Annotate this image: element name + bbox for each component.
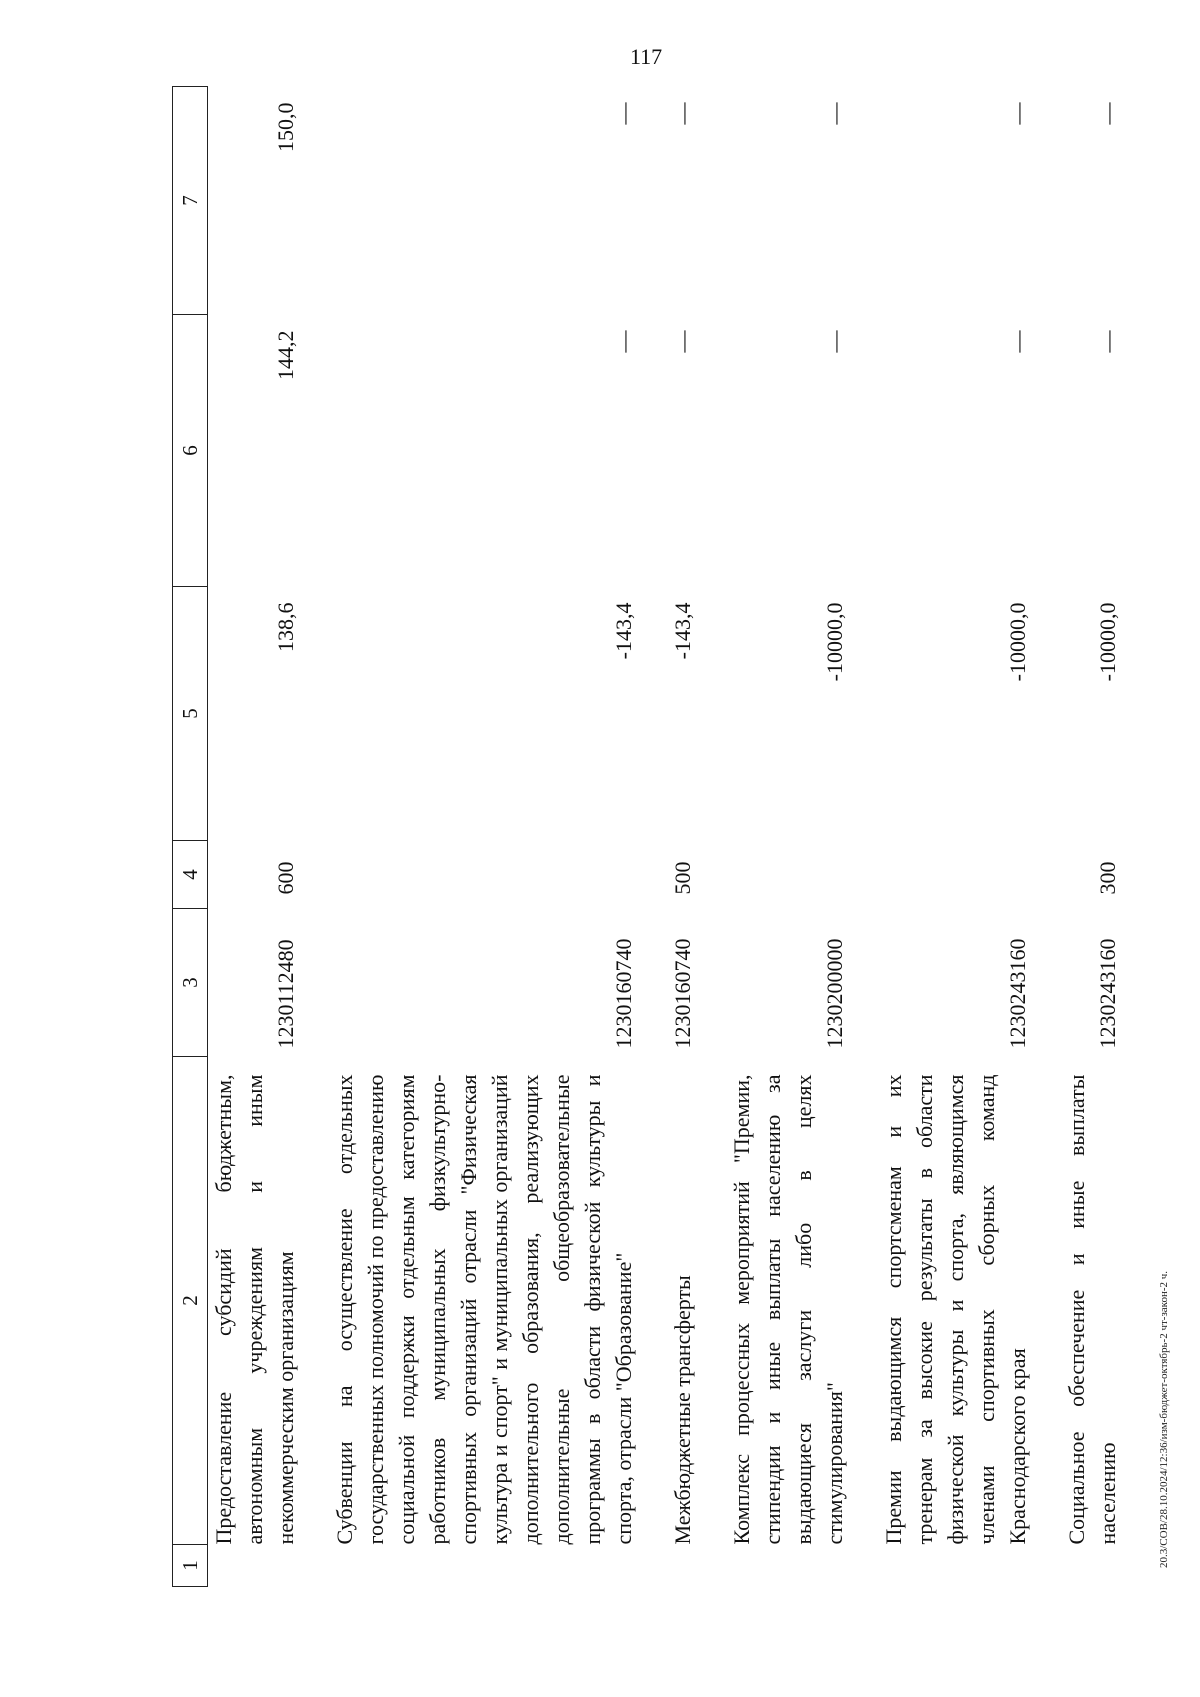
row-value-5: -10000,0 — [822, 602, 847, 682]
row-name: Комплекс процессных мероприятий "Премии, стипендии и иные выплаты населению за выдающиеся заслуги либо в целях стимулирования" — [729, 1074, 847, 1545]
row-kvr: 300 — [1095, 861, 1120, 895]
row-name: Социальное обеспечение и иные выплаты населению — [1064, 1074, 1120, 1545]
row-value-7: — — [1005, 102, 1030, 125]
row-kvr: 600 — [273, 861, 298, 895]
row-value-6: 144,2 — [273, 330, 298, 380]
row-value-7: 150,0 — [273, 102, 298, 152]
table-row — [1061, 87, 1123, 1587]
row-code: 1230243160 — [1095, 938, 1120, 1049]
column-header: 3 — [173, 909, 208, 1057]
row-value-5: -143,4 — [670, 602, 695, 660]
budget-sheet — [172, 87, 1120, 1587]
column-header: 1 — [173, 1545, 208, 1587]
row-name: Премии выдающимся спортсменам и их тренерам за высокие результаты в области физической культуры и спорта, являющимся членами спортивных сборных команд Краснодарского края — [881, 1074, 1030, 1545]
row-value-6: — — [1095, 330, 1120, 353]
table-row — [726, 87, 850, 1587]
row-value-7: — — [1095, 102, 1120, 125]
column-header: 5 — [173, 587, 208, 841]
row-name: Межбюджетные трансферты — [670, 1275, 695, 1545]
page-number: 117 — [630, 44, 663, 69]
row-spacer — [208, 1545, 302, 1587]
row-value-7: — — [822, 102, 847, 125]
row-value-5: -10000,0 — [1005, 602, 1030, 682]
row-value-6: — — [1005, 330, 1030, 353]
row-value-7: — — [670, 102, 695, 125]
row-kvr — [726, 841, 850, 909]
row-value-6: — — [822, 330, 847, 353]
row-value-6: — — [670, 330, 695, 353]
row-code: 1230243160 — [1005, 938, 1030, 1049]
row-name: Субвенции на осуществление отдельных государственных полномочий по предоставлению социальной поддержки отдельным категориям работников муниципальных физкультурно-спортивных организаций отрасли "Физическая культура и спорт" и муниципальных организаций дополнительного образования, реализующих дополнительные общеобразовательные программы в области физической культуры и спорта, отрасли "Образование" — [332, 1074, 636, 1545]
table-row — [329, 87, 639, 1587]
column-header: 4 — [173, 841, 208, 909]
row-code: 1230200000 — [822, 938, 847, 1049]
row-kvr — [329, 841, 639, 909]
column-number-row — [173, 87, 208, 1587]
column-header: 7 — [173, 87, 208, 315]
row-value-5: 138,6 — [273, 602, 298, 652]
row-value-6: — — [611, 330, 636, 353]
table-row — [878, 87, 1033, 1587]
footer-file-reference: 20.3/СОВ/28.10.2024/12:36/изм-бюджет-октябрь-2 чт-закон-2 ч. — [1158, 1270, 1170, 1568]
row-code: 1230112480 — [273, 939, 298, 1049]
column-header: 2 — [173, 1057, 208, 1545]
row-value-5: -10000,0 — [1095, 602, 1120, 682]
row-code: 1230160740 — [670, 938, 695, 1049]
row-value-7: — — [611, 102, 636, 125]
table-row — [667, 87, 698, 1587]
row-code: 1230160740 — [611, 938, 636, 1049]
row-kvr: 500 — [670, 861, 695, 895]
table-row — [208, 87, 302, 1587]
column-header: 6 — [173, 315, 208, 587]
budget-table — [172, 86, 1123, 1587]
row-kvr — [878, 841, 1033, 909]
row-value-5: -143,4 — [611, 602, 636, 660]
row-name: Предоставление субсидий бюджетным, автономным учреждениям и иным некоммерческим организациям — [211, 1074, 298, 1545]
